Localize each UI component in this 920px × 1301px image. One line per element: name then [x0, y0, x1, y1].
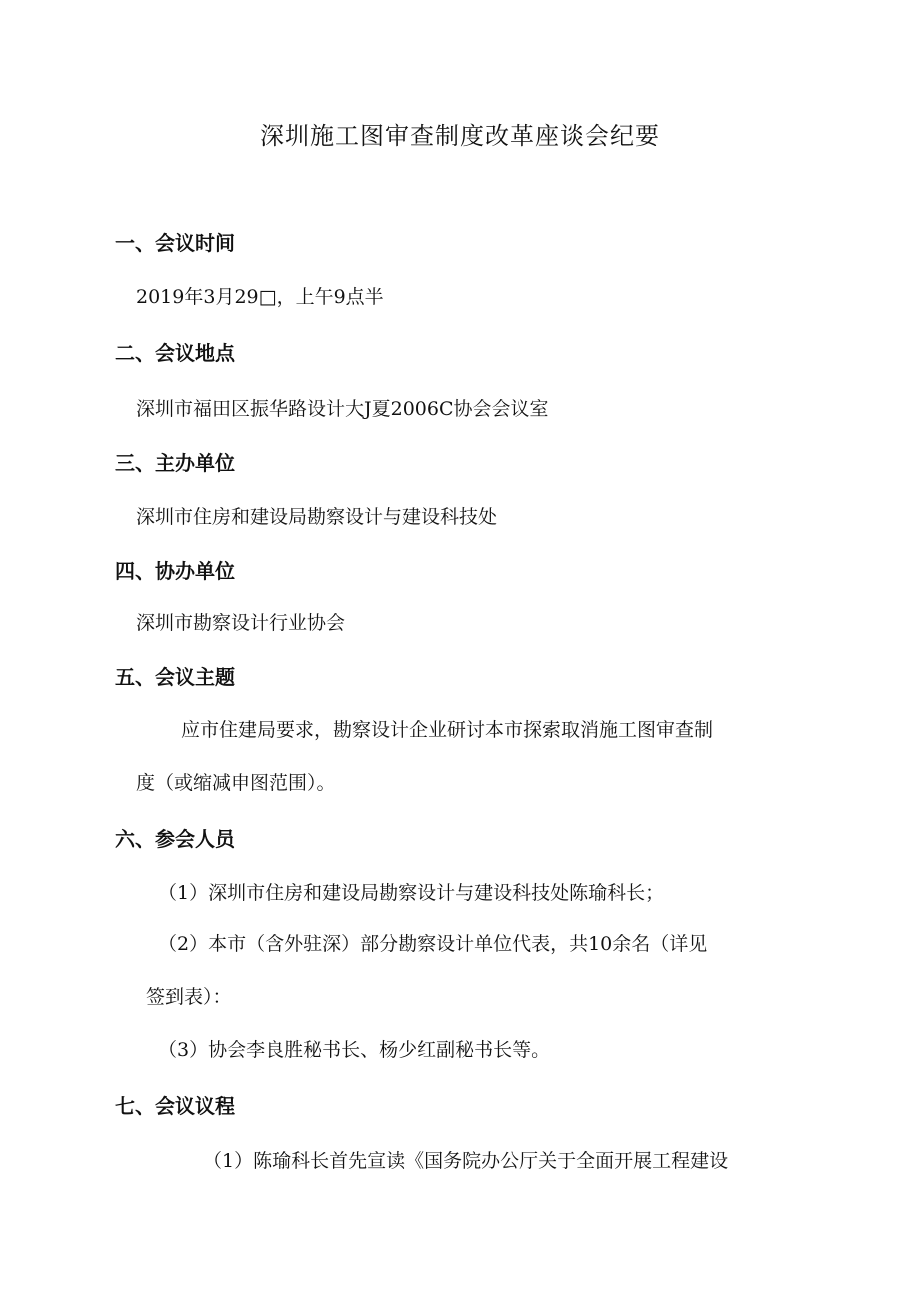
section-heading-agenda: 七、会议议程 — [115, 1094, 235, 1118]
section-heading-co-host: 四、协办单位 — [115, 559, 235, 583]
attendee-item-2-line-2: 签到表）： — [146, 986, 232, 1008]
meeting-time-text: 2019年3月29□，上午9点半 — [136, 286, 384, 308]
section-heading-location: 二、会议地点 — [115, 341, 235, 365]
meeting-location-text: 深圳市福田区振华路设计大J夏2006C协会会议室 — [136, 398, 549, 420]
section-heading-host: 三、主办单位 — [115, 451, 235, 475]
section-heading-theme: 五、会议主题 — [115, 665, 235, 689]
attendee-item-3: （3）协会李良胜秘书长、杨少红副秘书长等。 — [158, 1039, 551, 1061]
co-host-organization-text: 深圳市勘察设计行业协会 — [136, 612, 346, 634]
document-title: 深圳施工图审查制度改革座谈会纪要 — [260, 122, 660, 150]
theme-text-line-2: 度（或缩减申图范围）。 — [136, 772, 336, 794]
agenda-item-1: （1）陈瑜科长首先宣读《国务院办公厅关于全面开展工程建设 — [203, 1150, 729, 1172]
theme-text-line-1: 应市住建局要求，勘察设计企业研讨本市探索取消施工图审查制 — [181, 719, 714, 741]
attendee-item-1: （1）深圳市住房和建设局勘察设计与建设科技处陈瑜科长； — [158, 882, 665, 904]
attendee-item-2-line-1: （2）本市（含外驻深）部分勘察设计单位代表，共10余名（详见 — [158, 933, 708, 955]
section-heading-attendees: 六、参会人员 — [115, 827, 235, 851]
host-organization-text: 深圳市住房和建设局勘察设计与建设科技处 — [136, 506, 498, 528]
section-heading-time: 一、会议时间 — [115, 231, 235, 255]
